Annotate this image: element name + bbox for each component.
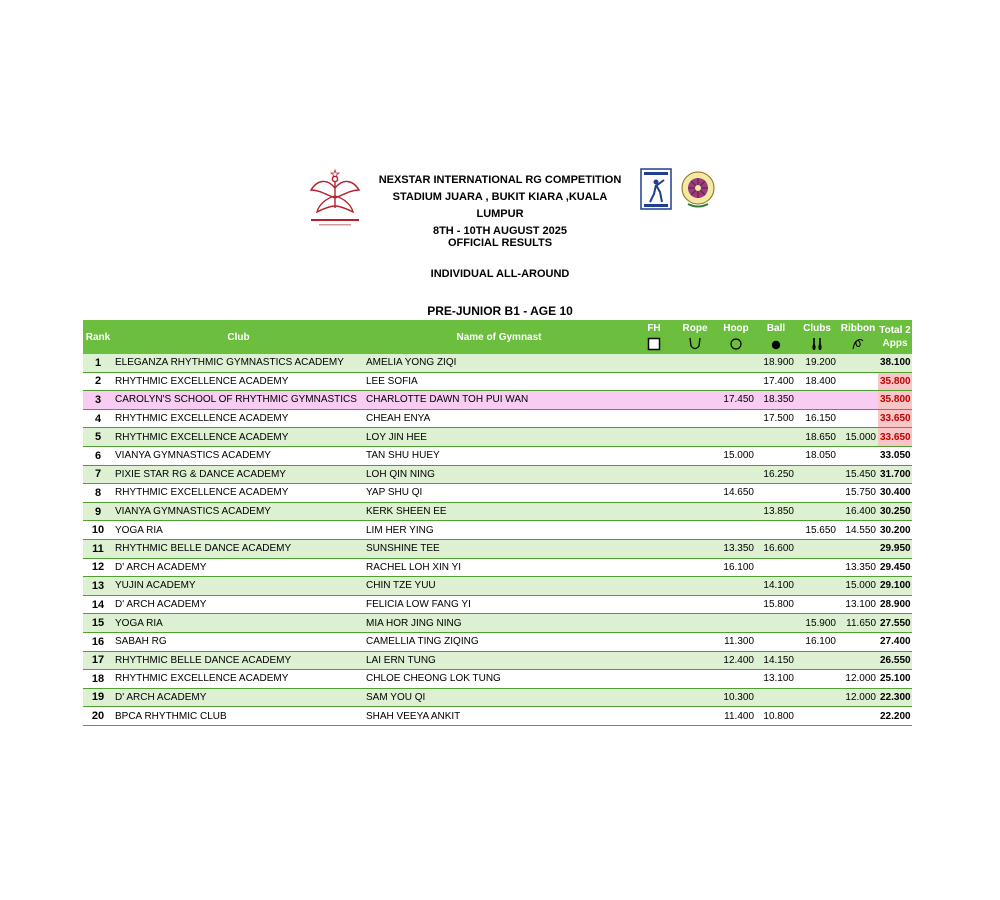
rope-score-cell	[674, 484, 716, 503]
ball-icon	[769, 337, 783, 351]
ribbon-score-cell	[838, 539, 878, 558]
clubs-score-cell: 16.150	[796, 409, 838, 428]
clubs-score-cell: 16.100	[796, 632, 838, 651]
ribbon-score-cell	[838, 391, 878, 410]
results-body	[83, 354, 912, 725]
rank-cell: 20	[83, 707, 113, 726]
ball-score-cell	[756, 614, 796, 633]
rank-cell: 6	[83, 446, 113, 465]
ribbon-score-cell: 14.550	[838, 521, 878, 540]
ball-score-cell	[756, 428, 796, 447]
clubs-score-cell: 18.050	[796, 446, 838, 465]
rope-score-cell	[674, 577, 716, 596]
gymnast-name-cell: CHEAH ENYA	[364, 409, 634, 428]
gymnast-name-cell: LOY JIN HEE	[364, 428, 634, 447]
hoop-score-cell	[716, 595, 756, 614]
hoop-score-cell: 15.000	[716, 446, 756, 465]
rope-score-cell	[674, 521, 716, 540]
clubs-score-cell	[796, 484, 838, 503]
rope-score-cell	[674, 428, 716, 447]
club-cell: D' ARCH ACADEMY	[113, 558, 364, 577]
total-score-cell: 30.250	[878, 502, 912, 521]
ball-score-cell: 14.150	[756, 651, 796, 670]
total-score-cell: 27.550	[878, 614, 912, 633]
clubs-score-cell	[796, 391, 838, 410]
fh-score-cell	[634, 595, 674, 614]
ribbon-score-cell: 13.350	[838, 558, 878, 577]
ball-score-cell: 14.100	[756, 577, 796, 596]
table-row	[83, 577, 912, 596]
club-cell: VIANYA GYMNASTICS ACADEMY	[113, 502, 364, 521]
gymnast-name-cell: AMELIA YONG ZIQI	[364, 354, 634, 372]
competition-title-block	[370, 172, 630, 240]
ball-score-cell: 15.800	[756, 595, 796, 614]
clubs-score-cell	[796, 577, 838, 596]
table-row	[83, 558, 912, 577]
ball-score-cell: 16.600	[756, 539, 796, 558]
hoop-score-cell	[716, 409, 756, 428]
ball-score-cell: 10.800	[756, 707, 796, 726]
ball-score-cell	[756, 558, 796, 577]
table-row	[83, 446, 912, 465]
clubs-score-cell	[796, 539, 838, 558]
total-header-line1: Total 2	[879, 325, 911, 336]
gymnastics-federation-logo-icon	[640, 168, 672, 210]
gymnast-name-cell: KERK SHEEN EE	[364, 502, 634, 521]
ball-score-cell: 18.350	[756, 391, 796, 410]
club-cell: D' ARCH ACADEMY	[113, 595, 364, 614]
clubs-score-cell: 15.650	[796, 521, 838, 540]
total-header-line2: Apps	[882, 338, 908, 349]
table-header-row	[83, 320, 912, 354]
total-score-cell: 38.100	[878, 354, 912, 372]
rope-score-cell	[674, 632, 716, 651]
competition-name: NEXSTAR INTERNATIONAL RG COMPETITION	[378, 174, 622, 186]
clubs-score-cell	[796, 688, 838, 707]
event-title: INDIVIDUAL ALL-AROUND	[430, 268, 570, 280]
total-score-cell: 31.700	[878, 465, 912, 484]
club-cell: CAROLYN'S SCHOOL OF RHYTHMIC GYMNASTICS	[113, 391, 364, 410]
club-cell: RHYTHMIC EXCELLENCE ACADEMY	[113, 484, 364, 503]
gymnast-name-cell: YAP SHU QI	[364, 484, 634, 503]
total-score-cell: 27.400	[878, 632, 912, 651]
rope-score-cell	[674, 391, 716, 410]
total-score-cell: 26.550	[878, 651, 912, 670]
hoop-score-cell: 11.300	[716, 632, 756, 651]
total-score-cell: 22.300	[878, 688, 912, 707]
clubs-score-cell: 18.650	[796, 428, 838, 447]
hoop-score-cell: 17.450	[716, 391, 756, 410]
ball-score-cell	[756, 521, 796, 540]
ball-label: Ball	[766, 323, 786, 334]
club-cell: RHYTHMIC EXCELLENCE ACADEMY	[113, 670, 364, 689]
col-hoop-header	[716, 320, 756, 354]
fh-score-cell	[634, 707, 674, 726]
rope-score-cell	[674, 409, 716, 428]
table-row	[83, 632, 912, 651]
total-score-cell: 29.450	[878, 558, 912, 577]
table-row	[83, 595, 912, 614]
col-clubs-header	[796, 320, 838, 354]
ball-score-cell	[756, 632, 796, 651]
rank-cell: 15	[83, 614, 113, 633]
hoop-score-cell	[716, 670, 756, 689]
club-cell: RHYTHMIC EXCELLENCE ACADEMY	[113, 428, 364, 447]
total-score-cell: 30.200	[878, 521, 912, 540]
nexstar-logo-icon	[305, 168, 365, 230]
ball-score-cell	[756, 688, 796, 707]
rank-cell: 7	[83, 465, 113, 484]
rope-score-cell	[674, 688, 716, 707]
table-row	[83, 502, 912, 521]
total-score-cell: 35.800	[878, 391, 912, 410]
ball-score-cell: 13.850	[756, 502, 796, 521]
club-cell: VIANYA GYMNASTICS ACADEMY	[113, 446, 364, 465]
clubs-icon	[810, 337, 824, 351]
hoop-score-cell	[716, 465, 756, 484]
clubs-score-cell: 15.900	[796, 614, 838, 633]
ribbon-score-cell: 12.000	[838, 670, 878, 689]
category-title: PRE-JUNIOR B1 - AGE 10	[427, 304, 573, 318]
ribbon-score-cell: 15.450	[838, 465, 878, 484]
rank-cell: 10	[83, 521, 113, 540]
club-cell: RHYTHMIC BELLE DANCE ACADEMY	[113, 651, 364, 670]
ribbon-score-cell: 11.650	[838, 614, 878, 633]
rank-cell: 17	[83, 651, 113, 670]
hoop-score-cell: 10.300	[716, 688, 756, 707]
gymnast-name-cell: CAMELLIA TING ZIQING	[364, 632, 634, 651]
gymnast-name-cell: CHIN TZE YUU	[364, 577, 634, 596]
ribbon-score-cell: 12.000	[838, 688, 878, 707]
ribbon-icon	[851, 337, 865, 351]
gymnast-name-cell: LOH QIN NING	[364, 465, 634, 484]
table-row	[83, 614, 912, 633]
col-total-header	[878, 320, 912, 354]
fh-score-cell	[634, 632, 674, 651]
rank-cell: 18	[83, 670, 113, 689]
total-score-cell: 33.650	[878, 428, 912, 447]
fh-score-cell	[634, 539, 674, 558]
club-cell: PIXIE STAR RG & DANCE ACADEMY	[113, 465, 364, 484]
hoop-score-cell	[716, 354, 756, 372]
clubs-label: Clubs	[803, 323, 831, 334]
ribbon-score-cell: 13.100	[838, 595, 878, 614]
ribbon-score-cell	[838, 651, 878, 670]
ribbon-score-cell	[838, 632, 878, 651]
fh-score-cell	[634, 558, 674, 577]
results-table	[83, 320, 912, 726]
total-score-cell: 33.650	[878, 409, 912, 428]
fh-score-cell	[634, 446, 674, 465]
rope-score-cell	[674, 446, 716, 465]
rank-cell: 5	[83, 428, 113, 447]
hoop-score-cell	[716, 614, 756, 633]
total-score-cell: 35.800	[878, 372, 912, 391]
ribbon-score-cell	[838, 409, 878, 428]
gymnast-name-cell: CHLOE CHEONG LOK TUNG	[364, 670, 634, 689]
hoop-score-cell	[716, 577, 756, 596]
table-row	[83, 539, 912, 558]
table-row	[83, 484, 912, 503]
total-score-cell: 28.900	[878, 595, 912, 614]
col-ribbon-header	[838, 320, 878, 354]
ribbon-score-cell	[838, 707, 878, 726]
rope-score-cell	[674, 670, 716, 689]
rank-cell: 19	[83, 688, 113, 707]
fh-score-cell	[634, 670, 674, 689]
gymnast-name-cell: SHAH VEEYA ANKIT	[364, 707, 634, 726]
clubs-score-cell: 19.200	[796, 354, 838, 372]
ball-score-cell: 13.100	[756, 670, 796, 689]
clubs-score-cell	[796, 595, 838, 614]
fh-score-cell	[634, 651, 674, 670]
hoop-score-cell	[716, 428, 756, 447]
rank-cell: 9	[83, 502, 113, 521]
clubs-score-cell	[796, 558, 838, 577]
ribbon-score-cell: 15.000	[838, 577, 878, 596]
rank-cell: 13	[83, 577, 113, 596]
rope-score-cell	[674, 558, 716, 577]
square-icon	[647, 337, 661, 351]
rope-score-cell	[674, 354, 716, 372]
table-row	[83, 372, 912, 391]
hoop-score-cell: 12.400	[716, 651, 756, 670]
gymnast-name-cell: MIA HOR JING NING	[364, 614, 634, 633]
club-cell: ELEGANZA RHYTHMIC GYMNASTICS ACADEMY	[113, 354, 364, 372]
ribbon-label: Ribbon	[840, 323, 876, 334]
fh-score-cell	[634, 465, 674, 484]
gymnast-name-cell: CHARLOTTE DAWN TOH PUI WAN	[364, 391, 634, 410]
ribbon-score-cell	[838, 446, 878, 465]
gymnast-name-cell: LAI ERN TUNG	[364, 651, 634, 670]
hoop-score-cell: 16.100	[716, 558, 756, 577]
ball-score-cell: 17.400	[756, 372, 796, 391]
club-cell: D' ARCH ACADEMY	[113, 688, 364, 707]
fh-score-cell	[634, 354, 674, 372]
rank-cell: 16	[83, 632, 113, 651]
fh-label: FH	[647, 323, 661, 334]
clubs-score-cell	[796, 670, 838, 689]
fh-score-cell	[634, 409, 674, 428]
rope-score-cell	[674, 707, 716, 726]
club-cell: BPCA RHYTHMIC CLUB	[113, 707, 364, 726]
fh-score-cell	[634, 502, 674, 521]
clubs-score-cell	[796, 502, 838, 521]
hoop-score-cell	[716, 521, 756, 540]
club-cell: RHYTHMIC EXCELLENCE ACADEMY	[113, 409, 364, 428]
club-cell: RHYTHMIC BELLE DANCE ACADEMY	[113, 539, 364, 558]
hoop-score-cell: 13.350	[716, 539, 756, 558]
competition-venue: STADIUM JUARA , BUKIT KIARA ,KUALA LUMPUR	[392, 191, 608, 220]
fh-score-cell	[634, 372, 674, 391]
rope-score-cell	[674, 595, 716, 614]
hoop-score-cell	[716, 502, 756, 521]
gymnast-name-cell: RACHEL LOH XIN YI	[364, 558, 634, 577]
ball-score-cell: 18.900	[756, 354, 796, 372]
col-name-header: Name of Gymnast	[364, 320, 634, 354]
table-row	[83, 521, 912, 540]
gymnast-name-cell: SAM YOU QI	[364, 688, 634, 707]
table-row	[83, 391, 912, 410]
rope-score-cell	[674, 651, 716, 670]
club-cell: RHYTHMIC EXCELLENCE ACADEMY	[113, 372, 364, 391]
col-ball-header	[756, 320, 796, 354]
ribbon-score-cell	[838, 354, 878, 372]
total-score-cell: 29.950	[878, 539, 912, 558]
fh-score-cell	[634, 614, 674, 633]
gymnast-name-cell: LIM HER YING	[364, 521, 634, 540]
col-rank-header: Rank	[83, 320, 113, 354]
official-results-title: OFFICIAL RESULTS	[447, 237, 553, 249]
club-cell: YOGA RIA	[113, 614, 364, 633]
table-row	[83, 465, 912, 484]
rope-score-cell	[674, 502, 716, 521]
club-cell: YOGA RIA	[113, 521, 364, 540]
clubs-score-cell	[796, 465, 838, 484]
document-header	[0, 0, 1000, 320]
rope-score-cell	[674, 465, 716, 484]
ball-score-cell: 16.250	[756, 465, 796, 484]
rank-cell: 12	[83, 558, 113, 577]
gymnast-name-cell: SUNSHINE TEE	[364, 539, 634, 558]
col-rope-header	[674, 320, 716, 354]
total-score-cell: 22.200	[878, 707, 912, 726]
clubs-score-cell: 18.400	[796, 372, 838, 391]
table-row	[83, 651, 912, 670]
clubs-score-cell	[796, 707, 838, 726]
gymnast-name-cell: FELICIA LOW FANG YI	[364, 595, 634, 614]
ball-score-cell: 17.500	[756, 409, 796, 428]
competition-dates: 8TH - 10TH AUGUST 2025	[432, 225, 568, 237]
table-row	[83, 428, 912, 447]
gymnast-name-cell: TAN SHU HUEY	[364, 446, 634, 465]
rope-score-cell	[674, 614, 716, 633]
hoop-icon	[729, 337, 743, 351]
hoop-score-cell	[716, 372, 756, 391]
rope-score-cell	[674, 372, 716, 391]
col-club-header: Club	[113, 320, 364, 354]
rope-score-cell	[674, 539, 716, 558]
hoop-score-cell: 14.650	[716, 484, 756, 503]
ball-score-cell	[756, 446, 796, 465]
ribbon-score-cell: 15.750	[838, 484, 878, 503]
rank-cell: 4	[83, 409, 113, 428]
total-score-cell: 30.400	[878, 484, 912, 503]
rope-label: Rope	[682, 323, 708, 334]
club-cell: SABAH RG	[113, 632, 364, 651]
fh-score-cell	[634, 688, 674, 707]
clubs-score-cell	[796, 651, 838, 670]
total-score-cell: 33.050	[878, 446, 912, 465]
total-score-cell: 25.100	[878, 670, 912, 689]
fh-score-cell	[634, 521, 674, 540]
rank-cell: 11	[83, 539, 113, 558]
table-row	[83, 688, 912, 707]
total-score-cell: 29.100	[878, 577, 912, 596]
rank-cell: 2	[83, 372, 113, 391]
hoop-score-cell: 11.400	[716, 707, 756, 726]
club-cell: YUJIN ACADEMY	[113, 577, 364, 596]
fh-score-cell	[634, 428, 674, 447]
rank-cell: 8	[83, 484, 113, 503]
rank-cell: 3	[83, 391, 113, 410]
rank-cell: 1	[83, 354, 113, 372]
association-seal-icon	[680, 168, 716, 210]
ball-score-cell	[756, 484, 796, 503]
table-row	[83, 354, 912, 372]
col-fh-header	[634, 320, 674, 354]
fh-score-cell	[634, 484, 674, 503]
rank-cell: 14	[83, 595, 113, 614]
table-row	[83, 409, 912, 428]
hoop-label: Hoop	[723, 323, 749, 334]
ribbon-score-cell: 15.000	[838, 428, 878, 447]
ribbon-score-cell: 16.400	[838, 502, 878, 521]
rope-icon	[688, 337, 702, 351]
table-row	[83, 670, 912, 689]
gymnast-name-cell: LEE SOFIA	[364, 372, 634, 391]
fh-score-cell	[634, 391, 674, 410]
table-row	[83, 707, 912, 726]
fh-score-cell	[634, 577, 674, 596]
ribbon-score-cell	[838, 372, 878, 391]
